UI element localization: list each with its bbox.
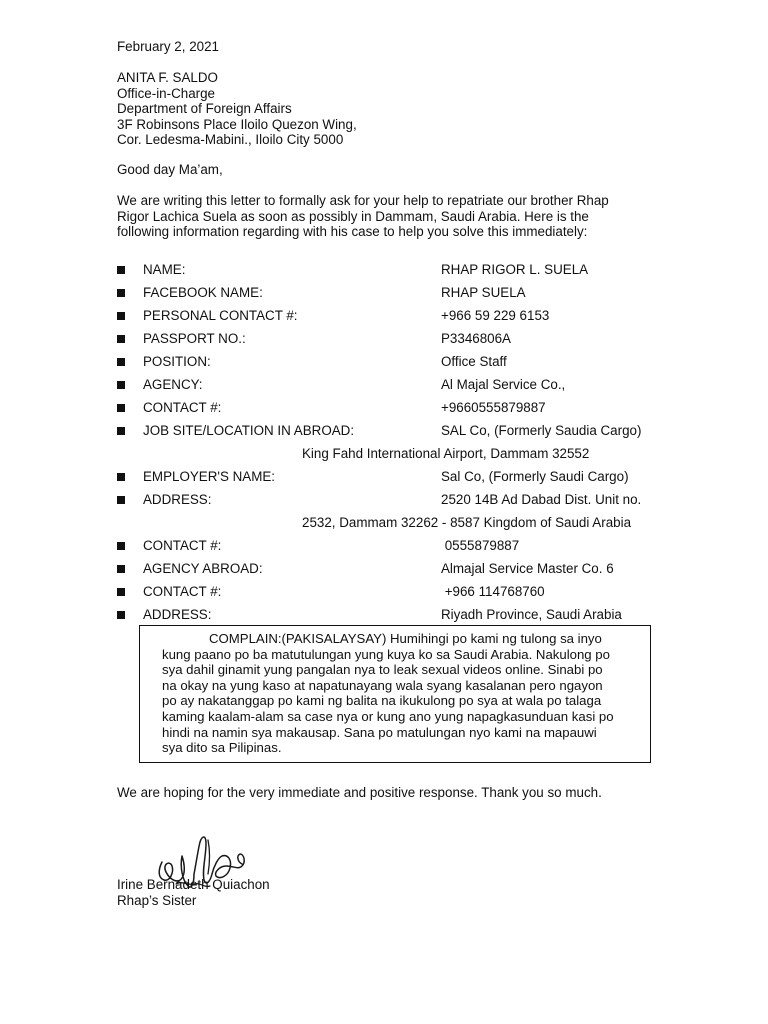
recipient-address-line-2: Cor. Ledesma-Mabini., Iloilo City 5000 [117, 132, 344, 147]
bullet-marker [117, 496, 125, 504]
detail-value: 2520 14B Ad Dabad Dist. Unit no. [441, 492, 642, 507]
complaint-line: kaming kaalam-alam sa case nya or kung ano yung napagkasunduan kasi po [162, 708, 614, 724]
detail-value: RHAP SUELA [441, 285, 526, 300]
detail-value: Riyadh Province, Saudi Arabia [441, 607, 622, 622]
recipient-address-line-1: 3F Robinsons Place Iloilo Quezon Wing, [117, 116, 357, 132]
bullet-marker [117, 335, 125, 343]
greeting: Good day Ma’am, [117, 162, 223, 177]
bullet-marker [117, 404, 125, 412]
detail-value: Office Staff [441, 354, 507, 369]
detail-label: ADDRESS: [143, 492, 212, 507]
detail-label: PASSPORT NO.: [143, 331, 246, 346]
detail-label: CONTACT #: [143, 400, 222, 415]
signature-block [117, 877, 270, 908]
bullet-marker [117, 266, 125, 274]
bullet-marker [117, 312, 125, 320]
complaint-line: COMPLAIN:(PAKISALAYSAY) Humihingi po kami ng tulong sa inyo [209, 631, 602, 646]
complaint-line: sya dahil ginamit yung pangalan nya to leak sexual videos online. Sinabi po [162, 662, 603, 678]
complaint-line: sya dito sa Pilipinas. [162, 740, 282, 756]
bullet-marker [117, 565, 125, 573]
detail-label: AGENCY: [143, 377, 203, 392]
complaint-box [139, 625, 651, 763]
detail-label: CONTACT #: [143, 584, 222, 599]
bullet-marker [117, 289, 125, 297]
intro-line: following information regarding with his case to help you solve this immediately: [117, 224, 588, 239]
bullet-marker [117, 611, 125, 619]
detail-label: EMPLOYER'S NAME: [143, 469, 276, 484]
detail-value-continuation: King Fahd International Airport, Dammam 32552 [302, 446, 590, 461]
bullet-marker [117, 358, 125, 366]
detail-label: AGENCY ABROAD: [143, 561, 263, 576]
intro-line: Rigor Lachica Suela as soon as possibly in Dammam, Saudi Arabia. Here is the [117, 208, 589, 224]
detail-label: NAME: [143, 262, 186, 277]
intro-paragraph [117, 193, 609, 240]
detail-value: RHAP RIGOR L. SUELA [441, 262, 589, 277]
bullet-marker [117, 542, 125, 550]
detail-value: P3346806A [441, 331, 511, 346]
signatory-relation: Rhap’s Sister [117, 892, 197, 908]
detail-label: CONTACT #: [143, 538, 222, 553]
detail-value-continuation: 2532, Dammam 32262 - 8587 Kingdom of Saudi Arabia [302, 515, 632, 530]
detail-label: PERSONAL CONTACT #: [143, 308, 298, 323]
complaint-line: na okay na yung kaso at napatunayang wala syang kasalanan pero ngayon [162, 677, 603, 693]
detail-value: Sal Co, (Formerly Saudi Cargo) [441, 469, 629, 484]
bullet-marker [117, 473, 125, 481]
detail-label: ADDRESS: [143, 607, 212, 622]
detail-value: Almajal Service Master Co. 6 [441, 561, 614, 576]
bullet-marker [117, 427, 125, 435]
detail-value: +966 59 229 6153 [441, 308, 550, 323]
detail-value: +966 114768760 [441, 584, 545, 599]
complaint-line: hindi na namin sya makausap. Sana po matulungan nyo kami na mapauwi [162, 724, 597, 740]
closing-paragraph: We are hoping for the very immediate and positive response. Thank you so much. [117, 785, 602, 800]
recipient-title: Office-in-Charge [117, 85, 215, 101]
detail-value: Al Majal Service Co., [441, 377, 566, 392]
intro-line: We are writing this letter to formally ask for your help to repatriate our brother Rhap [117, 193, 609, 208]
bullet-marker [117, 588, 125, 596]
detail-label: JOB SITE/LOCATION IN ABROAD: [143, 423, 355, 438]
recipient-name: ANITA F. SALDO [117, 70, 218, 85]
detail-value: +9660555879887 [441, 400, 546, 415]
detail-value: 0555879887 [441, 538, 520, 553]
signatory-name: Irine Bernadeth Quiachon [117, 877, 270, 892]
detail-label: FACEBOOK NAME: [143, 285, 263, 300]
detail-label: POSITION: [143, 354, 211, 369]
complaint-line: kung paano po ba matutulungan yung kuya ko sa Saudi Arabia. Nakulong po [162, 646, 610, 662]
recipient-address [117, 70, 357, 148]
letter-date: February 2, 2021 [117, 39, 219, 54]
recipient-department: Department of Foreign Affairs [117, 101, 292, 116]
bullet-marker [117, 381, 125, 389]
complaint-line: po ay nakatanggap po kami ng balita na ikukulong po sya at wala po talaga [162, 693, 602, 709]
detail-value: SAL Co, (Formerly Saudia Cargo) [441, 423, 642, 438]
